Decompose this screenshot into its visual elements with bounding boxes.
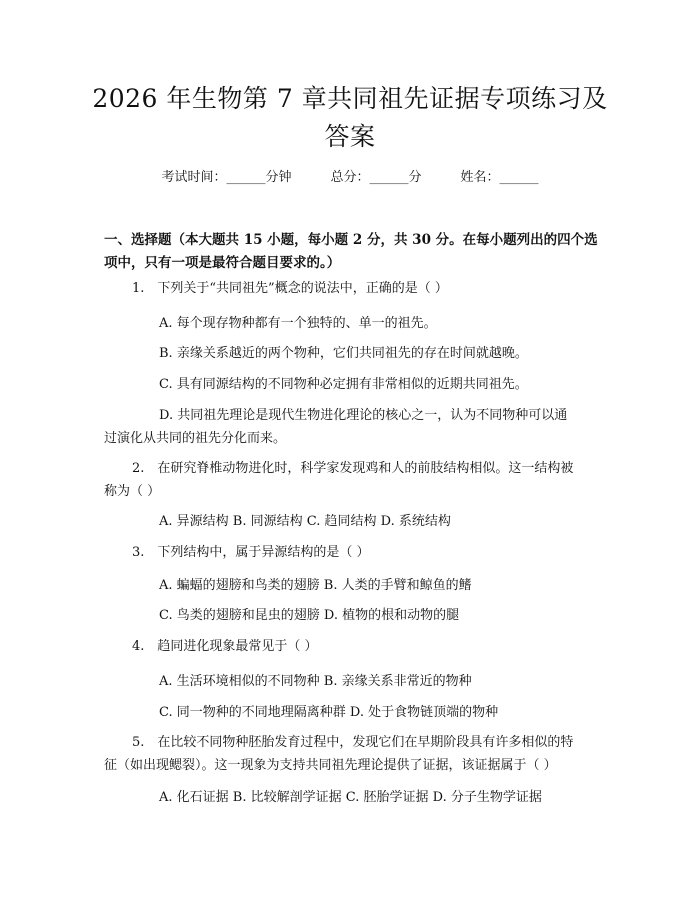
question-2-stem-continued: 称为（ ）: [104, 484, 161, 499]
question-2-stem: 2. 在研究脊椎动物进化时，科学家发现鸡和人的前肢结构相似。这一结构被: [132, 461, 574, 476]
question-1-stem: 1. 下列关于“共同祖先”概念的说法中，正确的是（ ）: [132, 281, 448, 296]
question-3-options-line-1: A. 蝙蝠的翅膀和鸟类的翅膀 B. 人类的手臂和鲸鱼的鳍: [159, 578, 472, 593]
question-2-options: A. 异源结构 B. 同源结构 C. 趋同结构 D. 系统结构: [159, 514, 451, 529]
question-1-option-b: B. 亲缘关系越近的两个物种，它们共同祖先的存在时间就越晚。: [159, 346, 528, 361]
question-1-option-d-continued: 过演化从共同的祖先分化而来。: [104, 431, 287, 446]
question-5-stem-continued: 征（如出现鳃裂）。这一现象为支持共同祖先理论提供了证据，该证据属于（ ）: [104, 758, 557, 773]
question-4-options-line-1: A. 生活环境相似的不同物种 B. 亲缘关系非常近的物种: [159, 674, 472, 689]
section-heading-line-1: 一、选择题（本大题共 15 小题，每小题 2 分，共 30 分。在每小题列出的四个选: [104, 232, 598, 248]
title-line-2: 答案: [324, 122, 376, 151]
title-line-1: 2026 年生物第 7 章共同祖先证据专项练习及: [92, 84, 608, 113]
document-title: [60, 80, 640, 156]
question-1-option-a: A. 每个现存物种都有一个独特的、单一的祖先。: [159, 316, 437, 331]
exam-info: 考试时间：______分钟 总分：______分 姓名：______: [161, 170, 539, 185]
question-5-options: A. 化石证据 B. 比较解剖学证据 C. 胚胎学证据 D. 分子生物学证据: [159, 790, 542, 805]
question-1-option-c: C. 具有同源结构的不同物种必定拥有非常相似的近期共同祖先。: [159, 377, 528, 392]
section-heading-line-2: 项中，只有一项是最符合题目要求的。）: [104, 255, 341, 271]
question-3-stem: 3. 下列结构中，属于异源结构的是（ ）: [132, 545, 370, 560]
question-4-stem: 4. 趋同进化现象最常见于（ ）: [132, 639, 318, 654]
question-1-option-d: D. 共同祖先理论是现代生物进化理论的核心之一，认为不同物种可以通: [159, 408, 568, 423]
section-heading: [104, 229, 604, 275]
question-3-options-line-2: C. 鸟类的翅膀和昆虫的翅膀 D. 植物的根和动物的腿: [159, 608, 460, 623]
question-5-stem: 5. 在比较不同物种胚胎发育过程中，发现它们在早期阶段具有许多相似的特: [132, 735, 574, 750]
question-4-options-line-2: C. 同一物种的不同地理隔离种群 D. 处于食物链顶端的物种: [159, 705, 499, 720]
